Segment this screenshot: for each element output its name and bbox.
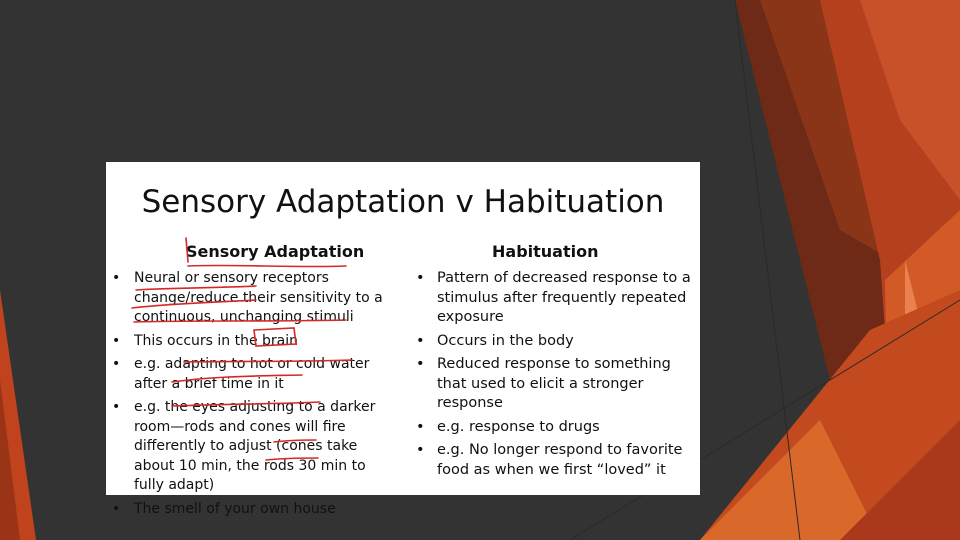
list-item: • e.g. No longer respond to favorite food as when we first “loved” it xyxy=(416,442,683,478)
list-item: • e.g. the eyes adjusting to a darker room—rods and cones will fire differently to adjust (cones take about 10 min, the rods 30 min to fully adapt) xyxy=(112,399,376,493)
bullet-icon: • xyxy=(416,356,425,372)
list-item: • The smell of your own house xyxy=(106,500,396,520)
bullet-icon: • xyxy=(416,442,425,458)
list-item: • e.g. response to drugs xyxy=(406,418,700,438)
list-item: • e.g. adapting to hot or cold water after a brief time in it xyxy=(112,356,370,392)
bullet-icon: • xyxy=(112,500,121,517)
bullet-list xyxy=(406,269,700,484)
embedded-slide-image xyxy=(106,162,700,517)
bullet-icon: • xyxy=(112,270,121,286)
list-item: • Occurs in the body xyxy=(406,332,700,352)
bullet-icon: • xyxy=(416,332,425,349)
column-heading: Habituation xyxy=(492,242,599,261)
bullet-icon: • xyxy=(416,270,425,286)
bullet-icon: • xyxy=(112,356,121,372)
annotation-mark xyxy=(188,265,346,266)
list-item: • Reduced response to something that used to elicit a stronger response xyxy=(416,356,671,411)
bullet-icon: • xyxy=(416,418,425,435)
column-heading: Sensory Adaptation xyxy=(186,242,365,261)
bullet-icon: • xyxy=(112,332,121,349)
bullet-icon: • xyxy=(112,399,121,415)
list-item: • This occurs in the brain xyxy=(106,332,396,352)
list-item: • Pattern of decreased response to a stimulus after frequently repeated exposure xyxy=(416,270,691,325)
slide-title: Sensory Adaptation v Habituation xyxy=(141,184,665,220)
list-item: • Neural or sensory receptors change/reduce their sensitivity to a continuous, unchanging stimuli xyxy=(112,270,383,325)
bullet-list xyxy=(106,269,396,523)
